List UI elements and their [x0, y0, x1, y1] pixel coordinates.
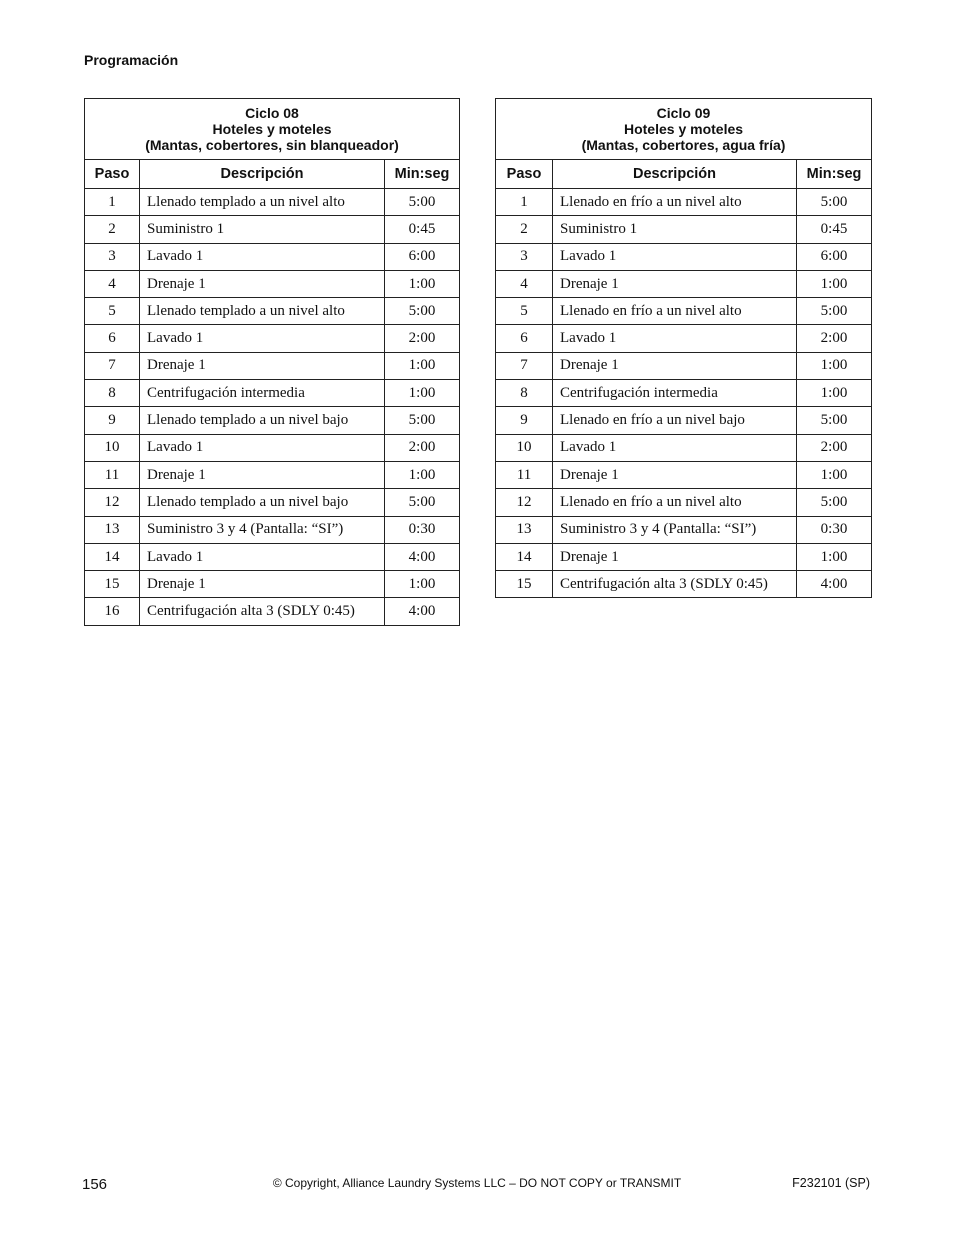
step-duration: 5:00 — [797, 489, 872, 516]
step-description: Lavado 1 — [140, 434, 385, 461]
table-row — [85, 243, 460, 270]
step-description: Llenado templado a un nivel alto — [140, 298, 385, 325]
step-number: 3 — [496, 243, 553, 270]
step-description: Lavado 1 — [140, 325, 385, 352]
cycle-08-table — [84, 98, 460, 626]
step-description: Centrifugación intermedia — [140, 380, 385, 407]
column-header-paso: Paso — [496, 160, 553, 189]
step-description: Llenado templado a un nivel bajo — [140, 489, 385, 516]
step-duration: 2:00 — [797, 325, 872, 352]
step-duration: 0:30 — [385, 516, 460, 543]
copyright-notice: © Copyright, Alliance Laundry Systems LLC – DO NOT COPY or TRANSMIT — [272, 1176, 682, 1190]
step-number: 4 — [496, 270, 553, 297]
table-row — [496, 380, 872, 407]
step-description: Lavado 1 — [553, 243, 797, 270]
step-duration: 1:00 — [385, 571, 460, 598]
step-description: Llenado templado a un nivel bajo — [140, 407, 385, 434]
step-duration: 5:00 — [797, 298, 872, 325]
step-description: Llenado en frío a un nivel bajo — [553, 407, 797, 434]
document-id: F232101 (SP) — [792, 1176, 870, 1190]
step-number: 4 — [85, 270, 140, 297]
column-header-minseg: Min:seg — [797, 160, 872, 189]
step-description: Drenaje 1 — [553, 543, 797, 570]
step-number: 14 — [496, 543, 553, 570]
step-description: Drenaje 1 — [140, 571, 385, 598]
column-header-descripcion: Descripción — [553, 160, 797, 189]
table-row — [85, 352, 460, 379]
step-description: Suministro 1 — [553, 216, 797, 243]
cycle-subtitle: (Mantas, cobertores, sin blanqueador) — [145, 137, 399, 153]
step-number: 15 — [496, 571, 553, 598]
step-number: 10 — [496, 434, 553, 461]
table-row — [85, 380, 460, 407]
table-row — [85, 571, 460, 598]
step-duration: 5:00 — [797, 407, 872, 434]
step-duration: 4:00 — [797, 571, 872, 598]
step-description: Llenado en frío a un nivel alto — [553, 189, 797, 216]
step-description: Drenaje 1 — [140, 270, 385, 297]
cycle-number: Ciclo 09 — [656, 105, 711, 121]
step-duration: 1:00 — [797, 461, 872, 488]
table-row — [85, 598, 460, 625]
step-number: 7 — [85, 352, 140, 379]
step-duration: 1:00 — [797, 352, 872, 379]
step-duration: 0:45 — [385, 216, 460, 243]
step-duration: 4:00 — [385, 598, 460, 625]
step-duration: 5:00 — [797, 189, 872, 216]
table-row — [85, 461, 460, 488]
step-description: Suministro 3 y 4 (Pantalla: “SI”) — [140, 516, 385, 543]
table-row — [496, 516, 872, 543]
step-number: 9 — [85, 407, 140, 434]
step-number: 1 — [496, 189, 553, 216]
cycle-09-table — [495, 98, 872, 598]
step-number: 3 — [85, 243, 140, 270]
step-duration: 6:00 — [385, 243, 460, 270]
step-number: 2 — [496, 216, 553, 243]
table-row — [496, 243, 872, 270]
step-description: Lavado 1 — [553, 434, 797, 461]
column-header-paso: Paso — [85, 160, 140, 189]
step-description: Suministro 1 — [140, 216, 385, 243]
step-duration: 5:00 — [385, 489, 460, 516]
step-number: 16 — [85, 598, 140, 625]
step-description: Centrifugación intermedia — [553, 380, 797, 407]
table-row — [85, 325, 460, 352]
table-row — [496, 189, 872, 216]
step-number: 12 — [85, 489, 140, 516]
column-header-minseg: Min:seg — [385, 160, 460, 189]
step-number: 10 — [85, 434, 140, 461]
step-number: 13 — [85, 516, 140, 543]
step-duration: 0:30 — [797, 516, 872, 543]
step-number: 8 — [85, 380, 140, 407]
table-row — [85, 216, 460, 243]
step-description: Suministro 3 y 4 (Pantalla: “SI”) — [553, 516, 797, 543]
step-number: 8 — [496, 380, 553, 407]
step-duration: 2:00 — [385, 325, 460, 352]
step-description: Drenaje 1 — [553, 352, 797, 379]
step-description: Centrifugación alta 3 (SDLY 0:45) — [140, 598, 385, 625]
table-row — [496, 352, 872, 379]
step-duration: 1:00 — [385, 270, 460, 297]
table-row — [496, 325, 872, 352]
step-number: 13 — [496, 516, 553, 543]
table-row — [85, 189, 460, 216]
step-duration: 1:00 — [797, 380, 872, 407]
table-row — [496, 543, 872, 570]
step-description: Llenado templado a un nivel alto — [140, 189, 385, 216]
table-row — [496, 270, 872, 297]
step-description: Lavado 1 — [553, 325, 797, 352]
step-duration: 5:00 — [385, 298, 460, 325]
step-duration: 1:00 — [385, 380, 460, 407]
step-number: 5 — [85, 298, 140, 325]
step-number: 11 — [85, 461, 140, 488]
table-row — [85, 298, 460, 325]
cycle-category: Hoteles y moteles — [212, 121, 332, 137]
table-title — [496, 99, 872, 160]
step-number: 2 — [85, 216, 140, 243]
step-number: 14 — [85, 543, 140, 570]
table-row — [85, 407, 460, 434]
table-row — [496, 571, 872, 598]
section-title: Programación — [84, 52, 179, 68]
step-number: 5 — [496, 298, 553, 325]
table-row — [85, 516, 460, 543]
step-number: 7 — [496, 352, 553, 379]
cycle-number: Ciclo 08 — [245, 105, 299, 121]
table-row — [85, 543, 460, 570]
table-row — [496, 461, 872, 488]
step-description: Llenado en frío a un nivel alto — [553, 298, 797, 325]
step-number: 6 — [85, 325, 140, 352]
step-duration: 5:00 — [385, 189, 460, 216]
step-number: 9 — [496, 407, 553, 434]
step-duration: 4:00 — [385, 543, 460, 570]
table-row — [496, 434, 872, 461]
step-description: Drenaje 1 — [140, 461, 385, 488]
column-header-descripcion: Descripción — [140, 160, 385, 189]
step-duration: 2:00 — [385, 434, 460, 461]
step-duration: 6:00 — [797, 243, 872, 270]
table-row — [496, 298, 872, 325]
step-duration: 1:00 — [797, 270, 872, 297]
page-number: 156 — [82, 1176, 108, 1193]
step-description: Llenado en frío a un nivel alto — [553, 489, 797, 516]
step-duration: 1:00 — [385, 352, 460, 379]
table-row — [85, 270, 460, 297]
cycle-category: Hoteles y moteles — [623, 121, 744, 137]
step-description: Lavado 1 — [140, 543, 385, 570]
step-description: Centrifugación alta 3 (SDLY 0:45) — [553, 571, 797, 598]
step-description: Drenaje 1 — [140, 352, 385, 379]
table-row — [85, 489, 460, 516]
cycle-subtitle: (Mantas, cobertores, agua fría) — [581, 137, 786, 153]
table-row — [85, 434, 460, 461]
step-description: Lavado 1 — [140, 243, 385, 270]
table-row — [496, 407, 872, 434]
step-duration: 1:00 — [385, 461, 460, 488]
step-duration: 0:45 — [797, 216, 872, 243]
table-title — [85, 99, 460, 160]
step-number: 12 — [496, 489, 553, 516]
table-row — [496, 489, 872, 516]
step-description: Drenaje 1 — [553, 461, 797, 488]
step-number: 6 — [496, 325, 553, 352]
step-number: 15 — [85, 571, 140, 598]
table-row — [496, 216, 872, 243]
step-duration: 2:00 — [797, 434, 872, 461]
step-number: 1 — [85, 189, 140, 216]
step-number: 11 — [496, 461, 553, 488]
step-duration: 1:00 — [797, 543, 872, 570]
step-duration: 5:00 — [385, 407, 460, 434]
step-description: Drenaje 1 — [553, 270, 797, 297]
